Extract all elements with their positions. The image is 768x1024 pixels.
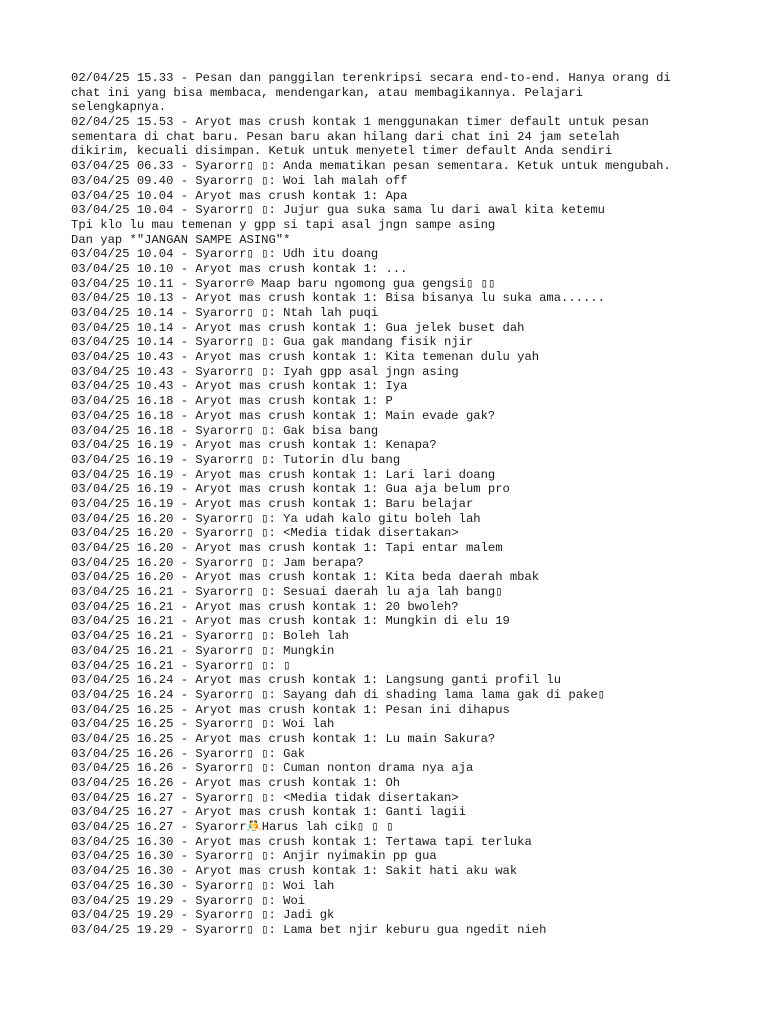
chat-line: 03/04/25 10.04 - Syarorr▯ ▯: Udh itu doang bbox=[71, 247, 379, 262]
chat-line: 03/04/25 16.21 - Syarorr▯ ▯: Mungkin bbox=[71, 643, 335, 658]
chat-line: 03/04/25 16.18 - Aryot mas crush kontak 1: Main evade gak? bbox=[71, 408, 496, 423]
chat-line: 03/04/25 19.29 - Syarorr▯ ▯: Lama bet njir keburu gua ngedit nieh bbox=[71, 922, 547, 937]
chat-line: 03/04/25 10.43 - Syarorr▯ ▯: Iyah gpp asal jngn asing bbox=[71, 364, 459, 379]
chat-line: 03/04/25 16.19 - Aryot mas crush kontak 1: Kenapa? bbox=[71, 438, 437, 453]
chat-line: 03/04/25 16.24 - Syarorr▯ ▯: Sayang dah di shading lama lama gak di pake▯ bbox=[71, 687, 605, 702]
chat-line: 03/04/25 16.30 - Aryot mas crush kontak 1: Sakit hati aku wak bbox=[71, 864, 518, 879]
chat-line: 03/04/25 16.19 - Aryot mas crush kontak 1: Gua aja belum pro bbox=[71, 482, 510, 497]
chat-line: 03/04/25 10.10 - Aryot mas crush kontak 1: ... bbox=[71, 261, 408, 276]
chat-line: 03/04/25 06.33 - Syarorr▯ ▯: Anda mematikan pesan sementara. Ketuk untuk mengubah. bbox=[71, 159, 671, 174]
chat-line: 03/04/25 16.20 - Syarorr▯ ▯: Jam berapa? bbox=[71, 555, 364, 570]
chat-line: 03/04/25 16.24 - Aryot mas crush kontak 1: Langsung ganti profil lu bbox=[71, 673, 562, 688]
chat-line: 03/04/25 16.27 - Aryot mas crush kontak 1: Ganti lagii bbox=[71, 805, 466, 820]
chat-line: Dan yap *"JANGAN SAMPE ASING"* bbox=[71, 232, 291, 247]
chat-line: 02/04/25 15.53 - Aryot mas crush kontak 1 menggunakan timer default untuk pesan bbox=[71, 115, 649, 130]
chat-line: 03/04/25 16.20 - Syarorr▯ ▯: Ya udah kalo gitu boleh lah bbox=[71, 511, 481, 526]
chat-line: 03/04/25 16.18 - Aryot mas crush kontak 1: P bbox=[71, 394, 393, 409]
chat-line: 03/04/25 16.26 - Syarorr▯ ▯: Cuman nonton drama nya aja bbox=[71, 761, 474, 776]
chat-line: 03/04/25 16.21 - Syarorr▯ ▯: ▯ bbox=[71, 658, 291, 673]
chat-export-text bbox=[71, 71, 741, 938]
chat-line: 03/04/25 16.19 - Aryot mas crush kontak 1: Baru belajar bbox=[71, 496, 474, 511]
chat-line: 03/04/25 16.20 - Syarorr▯ ▯: <Media tidak disertakan> bbox=[71, 526, 459, 541]
chat-line: dikirim, kecuali disimpan. Ketuk untuk menyetel timer default Anda sendiri bbox=[71, 144, 613, 159]
chat-line: Tpi klo lu mau temenan y gpp si tapi asal jngn sampe asing bbox=[71, 217, 496, 232]
chat-line: 03/04/25 10.14 - Syarorr▯ ▯: Ntah lah puqi bbox=[71, 306, 379, 320]
chat-line: 03/04/25 10.04 - Aryot mas crush kontak 1: Apa bbox=[71, 188, 408, 203]
chat-line: 03/04/25 16.25 - Aryot mas crush kontak 1: Lu main Sakura? bbox=[71, 731, 496, 746]
chat-line: 03/04/25 16.25 - Syarorr▯ ▯: Woi lah bbox=[71, 717, 335, 732]
chat-line: 03/04/25 19.29 - Syarorr▯ ▯: Jadi gk bbox=[71, 908, 335, 923]
chat-line: 03/04/25 16.30 - Aryot mas crush kontak 1: Tertawa tapi terluka bbox=[71, 834, 532, 849]
chat-line: 03/04/25 16.21 - Aryot mas crush kontak 1: Mungkin di elu 19 bbox=[71, 614, 510, 629]
chat-line: 03/04/25 10.14 - Syarorr▯ ▯: Gua gak mandang fisik njir bbox=[71, 335, 474, 350]
chat-line: 03/04/25 16.27 - Syarorr🤼Harus lah cik▯ ▯ ▯ bbox=[71, 820, 394, 835]
chat-line: selengkapnya. bbox=[71, 100, 167, 115]
chat-line: 02/04/25 15.33 - Pesan dan panggilan terenkripsi secara end-to-end. Hanya orang di bbox=[71, 71, 671, 85]
chat-line: 03/04/25 16.30 - Syarorr▯ ▯: Anjir nyimakin pp gua bbox=[71, 849, 437, 864]
chat-line: 03/04/25 16.20 - Aryot mas crush kontak 1: Tapi entar malem bbox=[71, 541, 503, 555]
chat-line: 03/04/25 16.26 - Aryot mas crush kontak 1: Oh bbox=[71, 776, 401, 790]
chat-line: 03/04/25 16.19 - Syarorr▯ ▯: Tutorin dlu bang bbox=[71, 452, 401, 467]
chat-line: 03/04/25 10.11 - Syarorr☹ Maap baru ngomong gua gengsi▯ ▯▯ bbox=[71, 276, 496, 291]
chat-line: 03/04/25 16.21 - Syarorr▯ ▯: Boleh lah bbox=[71, 629, 349, 644]
chat-line: 03/04/25 16.20 - Aryot mas crush kontak 1: Kita beda daerah mbak bbox=[71, 570, 540, 585]
chat-line: 03/04/25 16.26 - Syarorr▯ ▯: Gak bbox=[71, 746, 306, 761]
chat-line: 03/04/25 16.18 - Syarorr▯ ▯: Gak bisa bang bbox=[71, 423, 379, 438]
chat-line: 03/04/25 16.30 - Syarorr▯ ▯: Woi lah bbox=[71, 878, 335, 893]
chat-line: 03/04/25 10.14 - Aryot mas crush kontak 1: Gua jelek buset dah bbox=[71, 320, 525, 335]
chat-line: 03/04/25 10.43 - Aryot mas crush kontak 1: Kita temenan dulu yah bbox=[71, 350, 540, 365]
chat-line: sementara di chat baru. Pesan baru akan hilang dari chat ini 24 jam setelah bbox=[71, 129, 620, 144]
chat-line: 03/04/25 09.40 - Syarorr▯ ▯: Woi lah malah off bbox=[71, 173, 408, 188]
chat-line: 03/04/25 10.13 - Aryot mas crush kontak 1: Bisa bisanya lu suka ama...... bbox=[71, 291, 605, 306]
chat-line: 03/04/25 16.21 - Syarorr▯ ▯: Sesuai daerah lu aja lah bang▯ bbox=[71, 585, 503, 600]
chat-line: 03/04/25 10.43 - Aryot mas crush kontak 1: Iya bbox=[71, 379, 408, 394]
chat-line: 03/04/25 16.25 - Aryot mas crush kontak 1: Pesan ini dihapus bbox=[71, 702, 510, 717]
chat-line: 03/04/25 16.21 - Aryot mas crush kontak 1: 20 bwoleh? bbox=[71, 599, 459, 614]
chat-line: 03/04/25 16.27 - Syarorr▯ ▯: <Media tidak disertakan> bbox=[71, 790, 459, 805]
chat-line: 03/04/25 16.19 - Aryot mas crush kontak 1: Lari lari doang bbox=[71, 467, 496, 482]
chat-line: chat ini yang bisa membaca, mendengarkan, atau membagikannya. Pelajari bbox=[71, 85, 583, 100]
chat-line: 03/04/25 19.29 - Syarorr▯ ▯: Woi bbox=[71, 893, 306, 908]
chat-line: 03/04/25 10.04 - Syarorr▯ ▯: Jujur gua suka sama lu dari awal kita ketemu bbox=[71, 203, 605, 218]
